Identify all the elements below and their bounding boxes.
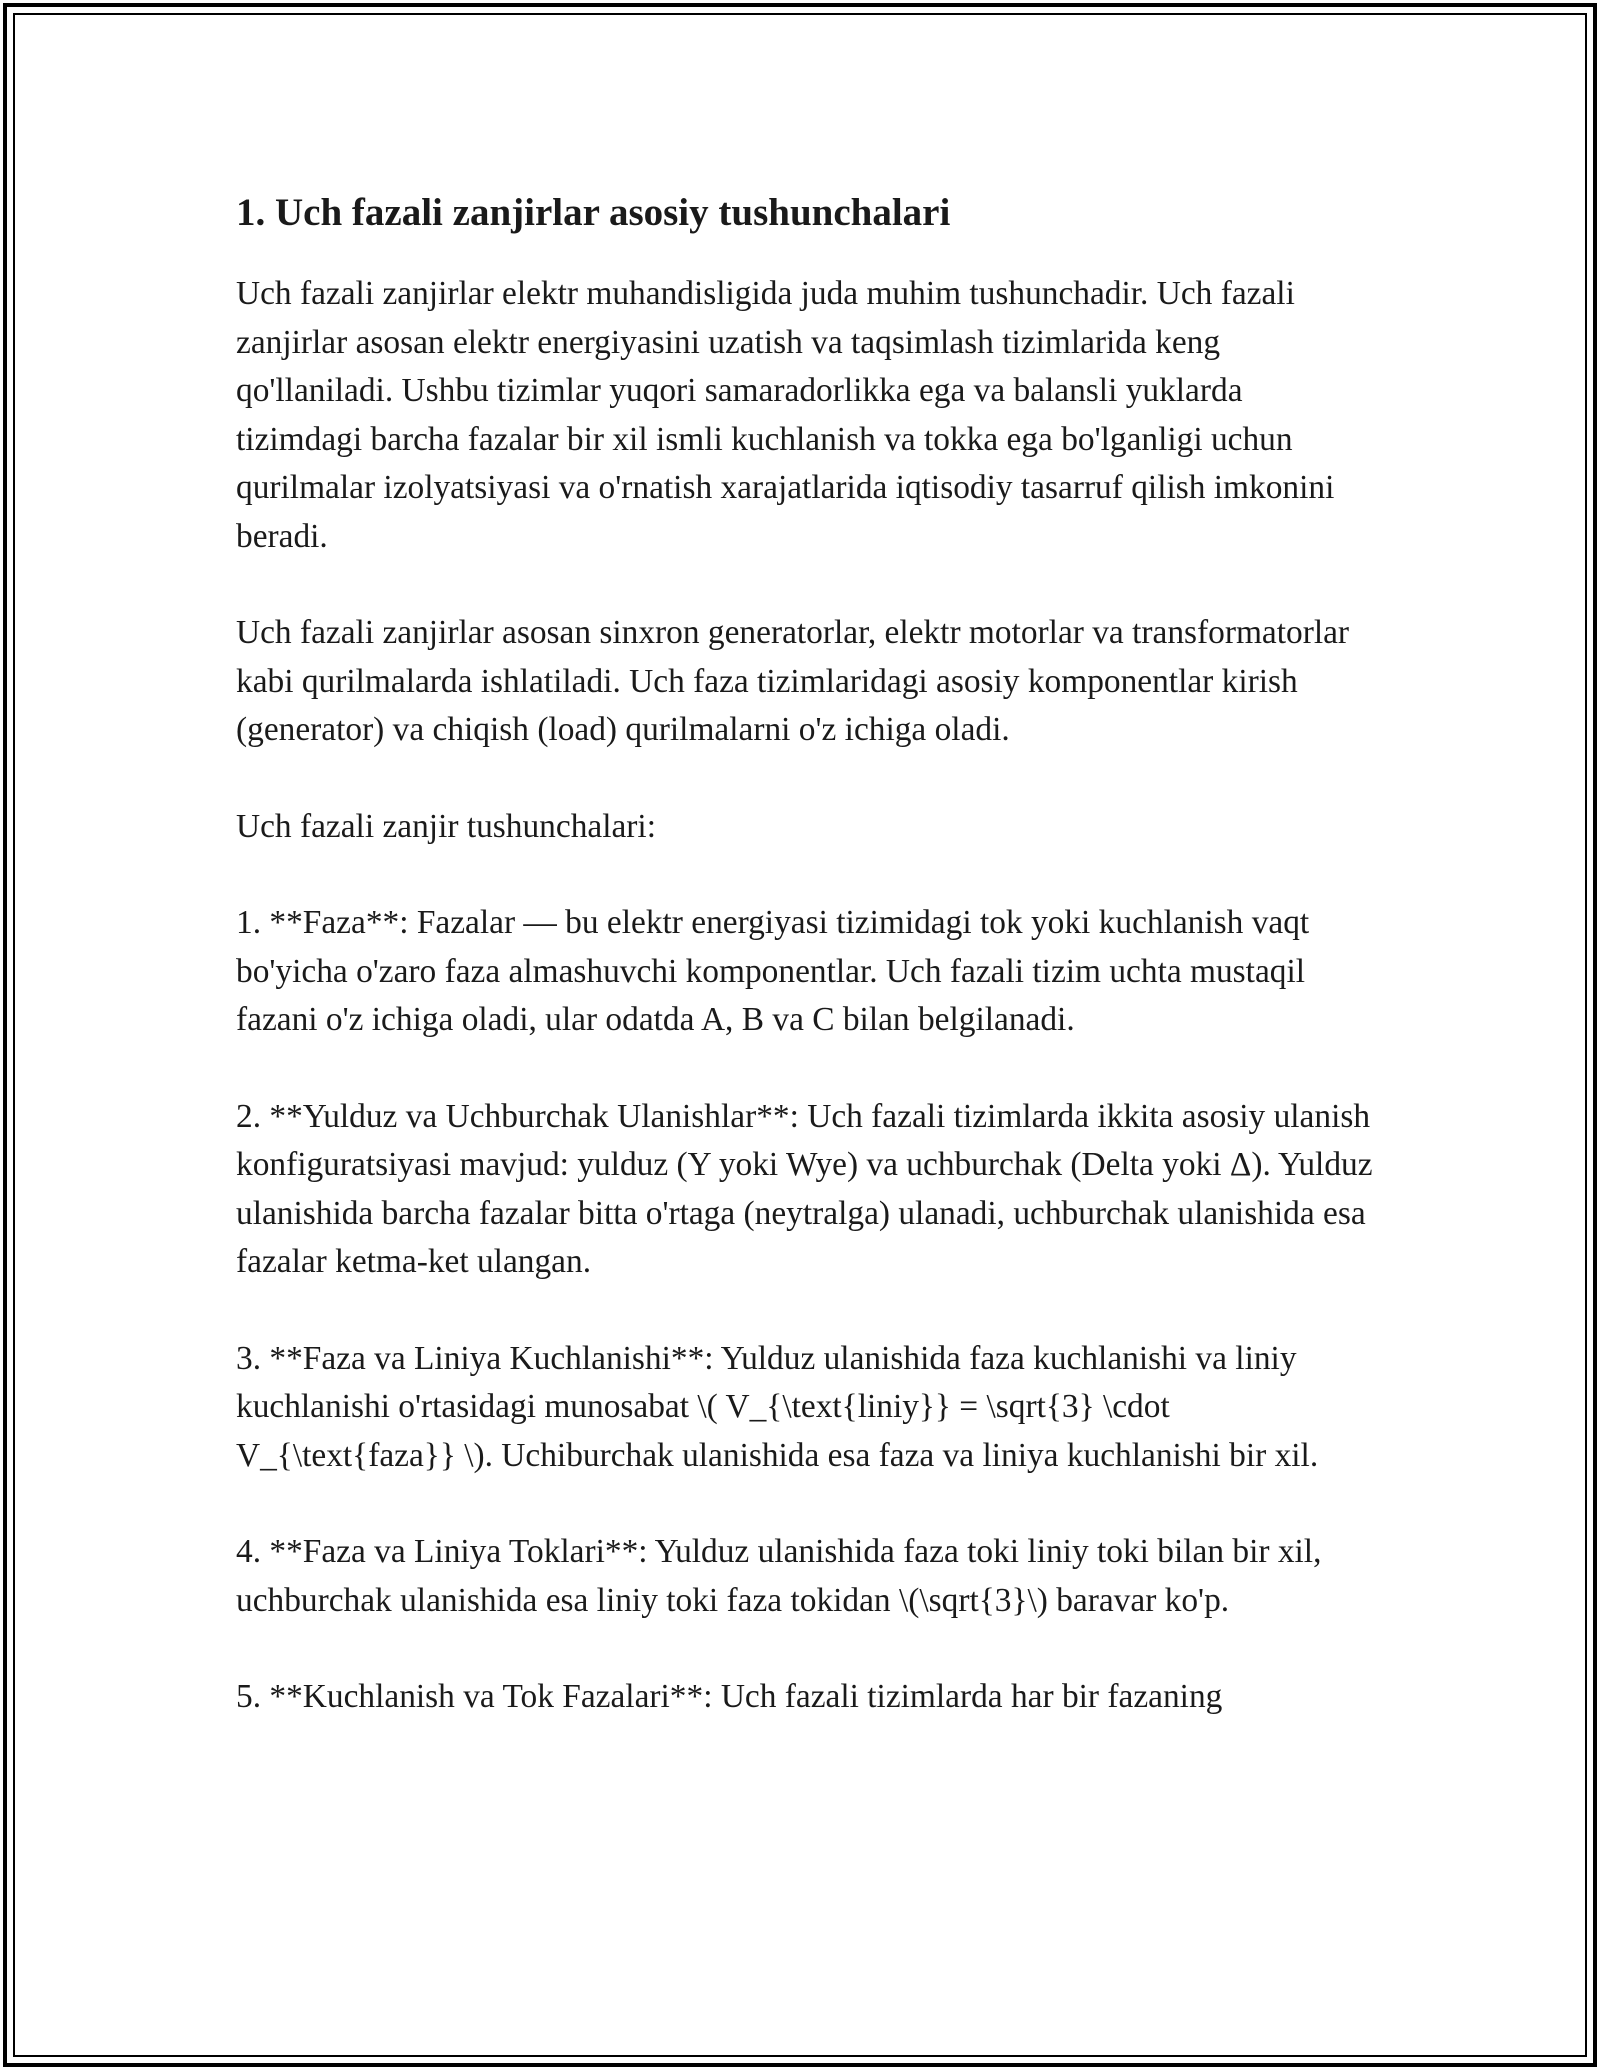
document-body — [236, 186, 1376, 1770]
applications-paragraph: Uch fazali zanjirlar asosan sinxron generatorlar, elektr motorlar va transformatorlar kabi qurilmalarda ishlatiladi. Uch faza tizimlaridagi asosiy komponentlar kirish (generator) va chiqish (load) qurilmalarni o'z ichiga oladi. — [236, 614, 1350, 748]
section-heading: 1. Uch fazali zanjirlar asosiy tushunchalari — [236, 191, 951, 234]
list-item-phases: 5. **Kuchlanish va Tok Fazalari**: Uch fazali tizimlarda har bir fazaning — [236, 1678, 1223, 1715]
concepts-label: Uch fazali zanjir tushunchalari: — [236, 807, 656, 845]
list-item-current: 4. **Faza va Liniya Toklari**: Yulduz ulanishida faza toki liniy toki bilan bir xil, uchburchak ulanishida esa liniy toki faza tokidan \(\sqrt{3}\) baravar ko'p. — [236, 1533, 1322, 1619]
list-item-star-delta: 2. **Yulduz va Uchburchak Ulanishlar**: Uch fazali tizimlarda ikkita asosiy ulanish konfiguratsiyasi mavjud: yulduz (Y yoki Wye) va uchburchak (Delta yoki Δ). Yulduz ulanishida barcha fazalar bitta o'rtaga (neytralga) ulanadi, uchburchak ulanishida esa fazalar ketma-ket ulangan. — [236, 1097, 1373, 1280]
list-item-voltage: 3. **Faza va Liniya Kuchlanishi**: Yulduz ulanishida faza kuchlanishi va liniy kuchlanishi o'rtasidagi munosabat \( V_{\text{liniy}} = \sqrt{3} \cdot V_{\text{faza}} \). Uchiburchak ulanishida esa faza va liniya kuchlanishi bir xil. — [236, 1339, 1319, 1474]
intro-paragraph: Uch fazali zanjirlar elektr muhandisligida juda muhim tushunchadir. Uch fazali zanjirlar asosan elektr energiyasini uzatish va taqsimlash tizimlarida keng qo'llaniladi. Ushbu tizimlar yuqori samaradorlikka ega va balansli yuklarda tizimdagi barcha fazalar bir xil ismli kuchlanish va tokka ega bo'lganligi uchun qurilmalar izolyatsiyasi va o'rnatish xarajatlarida iqtisodiy tasarruf qilish imkonini beradi. — [236, 275, 1335, 555]
list-item-phase: 1. **Faza**: Fazalar — bu elektr energiyasi tizimidagi tok yoki kuchlanish vaqt bo'yicha o'zaro faza almashuvchi komponentlar. Uch fazali tizim uchta mustaqil fazani o'z ichiga oladi, ular odatda A, B va C bilan belgilanadi. — [236, 904, 1310, 1038]
